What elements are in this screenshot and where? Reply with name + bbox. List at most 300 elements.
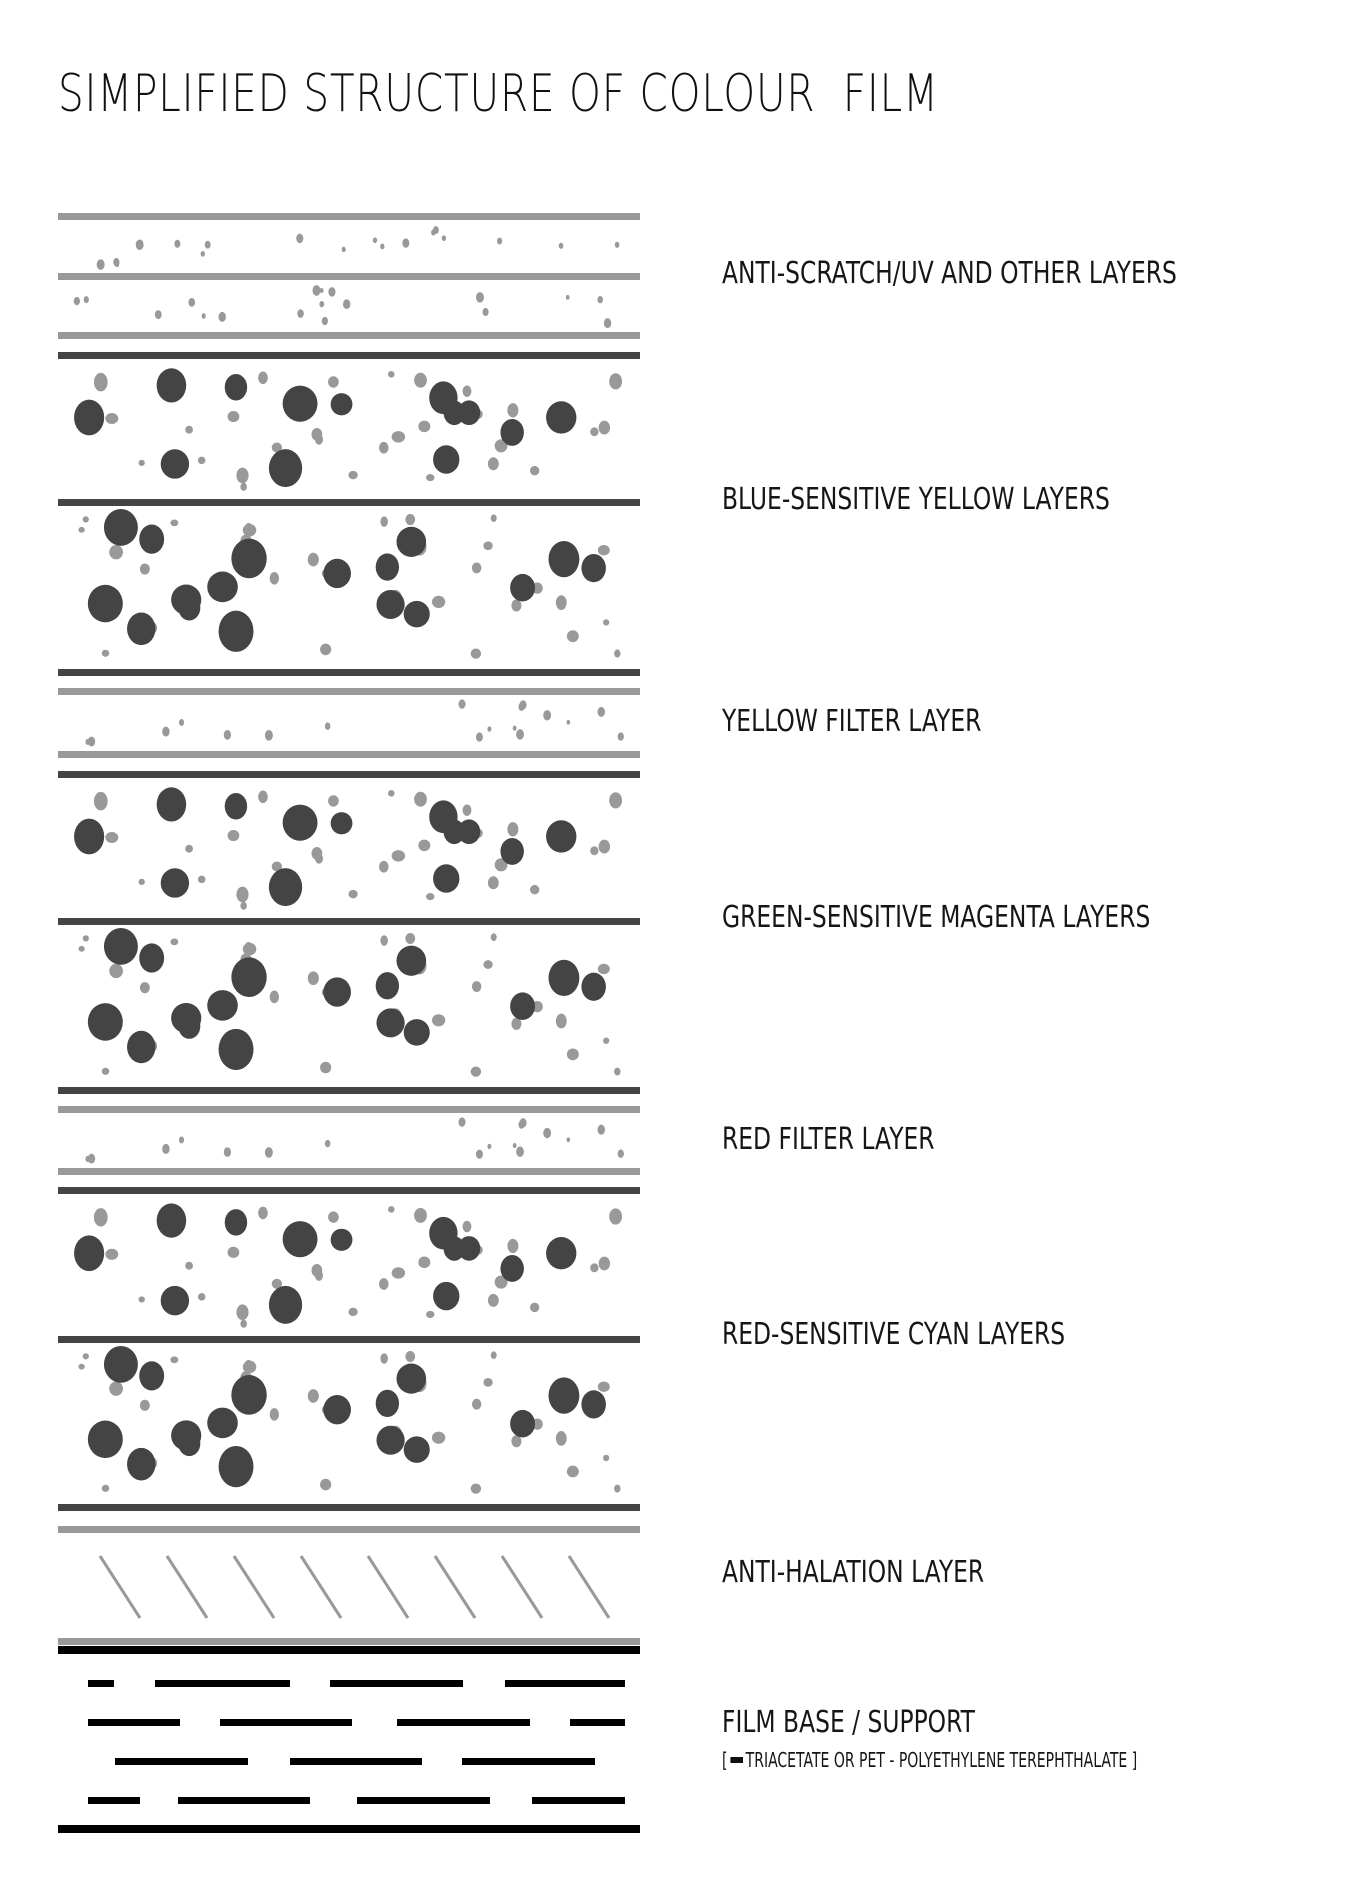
page-title: SIMPLIFIED STRUCTURE OF COLOUR FILM bbox=[58, 64, 939, 124]
halation-stroke bbox=[368, 1556, 408, 1618]
gray-grain bbox=[140, 1400, 150, 1411]
base-dash bbox=[570, 1719, 625, 1726]
silver-halide-crystal bbox=[161, 868, 189, 897]
speckle bbox=[380, 244, 384, 250]
gray-grain bbox=[472, 562, 481, 573]
speckle bbox=[459, 1117, 466, 1126]
layer-boundary-line bbox=[58, 273, 640, 280]
speckle bbox=[476, 732, 483, 741]
silver-halide-crystal bbox=[549, 960, 580, 996]
gray-grain bbox=[567, 1048, 579, 1060]
layer-boundary-line bbox=[58, 1168, 640, 1175]
silver-halide-crystal bbox=[104, 509, 138, 546]
gray-grain bbox=[609, 792, 622, 808]
gray-grain bbox=[328, 376, 339, 387]
gray-grain bbox=[380, 1353, 388, 1364]
gray-grain bbox=[308, 1389, 319, 1403]
gray-grain bbox=[590, 427, 598, 436]
silver-halide-crystal bbox=[283, 1221, 318, 1257]
gray-grain bbox=[258, 791, 268, 804]
gray-grain bbox=[198, 457, 206, 465]
gray-grain bbox=[432, 596, 445, 608]
gray-grain bbox=[488, 1294, 499, 1307]
gray-grain bbox=[380, 935, 388, 946]
gray-grain bbox=[530, 1303, 539, 1313]
layer-boundary-line bbox=[58, 332, 640, 339]
silver-halide-crystal bbox=[283, 805, 318, 841]
base-dash bbox=[357, 1797, 490, 1804]
gray-grain bbox=[507, 1239, 518, 1253]
gray-grain bbox=[507, 403, 518, 417]
speckle bbox=[559, 243, 564, 249]
gray-grain bbox=[105, 1249, 118, 1260]
speckle bbox=[97, 259, 105, 270]
speckle bbox=[516, 1146, 524, 1156]
label-red-filter: RED FILTER LAYER bbox=[722, 1122, 935, 1157]
silver-halide-crystal bbox=[331, 812, 353, 834]
silver-halide-crystal bbox=[207, 572, 238, 603]
speckle bbox=[265, 1147, 273, 1158]
gray-grain bbox=[140, 982, 150, 993]
layer-boundary-line bbox=[58, 1336, 640, 1343]
gray-grain bbox=[405, 933, 415, 944]
speckle bbox=[476, 292, 484, 303]
silver-halide-crystal bbox=[269, 1286, 302, 1324]
speckle bbox=[520, 700, 527, 709]
gray-grain bbox=[308, 971, 319, 985]
silver-halide-crystal bbox=[404, 1436, 430, 1463]
dash-icon bbox=[730, 1757, 743, 1763]
silver-halide-crystal bbox=[429, 800, 457, 833]
speckle bbox=[174, 240, 180, 248]
silver-halide-crystal bbox=[396, 946, 426, 976]
speckle bbox=[343, 299, 350, 309]
silver-halide-crystal bbox=[581, 973, 606, 1001]
gray-grain bbox=[405, 1351, 415, 1362]
gray-grain bbox=[348, 1308, 357, 1316]
gray-grain bbox=[379, 861, 389, 873]
silver-halide-crystal bbox=[376, 972, 399, 999]
speckle bbox=[618, 732, 624, 740]
speckle bbox=[431, 229, 436, 235]
silver-halide-crystal bbox=[500, 419, 523, 446]
speckle bbox=[322, 317, 328, 325]
silver-halide-crystal bbox=[225, 374, 247, 401]
gray-grain bbox=[530, 466, 539, 476]
silver-halide-crystal bbox=[231, 539, 266, 579]
gray-grain bbox=[388, 371, 395, 378]
layer-boundary-line bbox=[58, 499, 640, 506]
silver-halide-crystal bbox=[88, 1421, 123, 1459]
gray-grain bbox=[379, 1278, 389, 1290]
silver-halide-crystal bbox=[225, 1209, 247, 1236]
gray-grain bbox=[590, 1263, 598, 1272]
halation-stroke bbox=[569, 1556, 609, 1618]
silver-halide-crystal bbox=[104, 928, 138, 965]
silver-halide-crystal bbox=[323, 559, 351, 588]
gray-grain bbox=[603, 1455, 609, 1461]
gray-grain bbox=[463, 804, 472, 815]
gray-grain bbox=[507, 822, 518, 836]
label-yellow-filter: YELLOW FILTER LAYER bbox=[722, 704, 982, 739]
gray-grain bbox=[78, 527, 84, 533]
gray-grain bbox=[598, 545, 610, 555]
gray-grain bbox=[488, 457, 499, 470]
silver-halide-crystal bbox=[225, 793, 247, 820]
speckle bbox=[520, 1118, 527, 1127]
speckle bbox=[219, 312, 226, 322]
silver-halide-crystal bbox=[546, 401, 576, 433]
base-dash bbox=[462, 1758, 595, 1765]
halation-stroke bbox=[167, 1556, 207, 1618]
base-dash bbox=[505, 1680, 625, 1687]
speckle bbox=[566, 720, 570, 725]
gray-grain bbox=[483, 1378, 492, 1387]
halation-stroke bbox=[234, 1556, 274, 1618]
gray-grain bbox=[139, 460, 145, 466]
base-dash bbox=[290, 1758, 422, 1765]
silver-halide-crystal bbox=[139, 524, 164, 553]
gray-grain bbox=[109, 1381, 123, 1395]
silver-halide-crystal bbox=[127, 613, 155, 646]
silver-halide-crystal bbox=[581, 1390, 606, 1418]
speckle bbox=[84, 296, 89, 303]
gray-grain bbox=[388, 1206, 395, 1213]
gray-grain bbox=[83, 935, 89, 941]
gray-grain bbox=[328, 1211, 339, 1222]
gray-grain bbox=[418, 1257, 430, 1269]
gray-grain bbox=[320, 1479, 331, 1491]
gray-grain bbox=[432, 1014, 445, 1026]
base-dash bbox=[88, 1797, 140, 1804]
speckle bbox=[265, 730, 273, 741]
speckle bbox=[598, 1125, 605, 1135]
gray-grain bbox=[471, 1066, 482, 1076]
silver-halide-crystal bbox=[219, 1446, 254, 1487]
gray-grain bbox=[614, 1068, 620, 1076]
gray-grain bbox=[102, 650, 110, 657]
gray-grain bbox=[236, 887, 248, 903]
gray-grain bbox=[245, 523, 252, 531]
gray-grain bbox=[598, 1382, 610, 1392]
silver-halide-crystal bbox=[104, 1346, 138, 1383]
gray-grain bbox=[170, 938, 178, 945]
speckle bbox=[597, 296, 603, 303]
layer-boundary-line bbox=[58, 1504, 640, 1511]
silver-halide-crystal bbox=[127, 1031, 155, 1064]
gray-grain bbox=[426, 893, 434, 900]
gray-grain bbox=[78, 1364, 84, 1370]
silver-halide-crystal bbox=[74, 819, 104, 855]
silver-halide-crystal bbox=[376, 553, 399, 580]
layer-boundary-line bbox=[58, 1087, 640, 1094]
gray-grain bbox=[258, 372, 268, 385]
silver-halide-crystal bbox=[323, 977, 351, 1006]
speckle bbox=[224, 1147, 231, 1157]
gray-grain bbox=[102, 1485, 110, 1492]
gray-grain bbox=[609, 1208, 622, 1224]
gray-grain bbox=[414, 373, 427, 388]
layer-boundary-line bbox=[58, 918, 640, 925]
silver-halide-crystal bbox=[510, 574, 535, 602]
speckle bbox=[85, 739, 90, 745]
gray-grain bbox=[388, 790, 395, 797]
gray-grain bbox=[609, 373, 622, 389]
speckle bbox=[85, 1156, 90, 1162]
gray-grain bbox=[432, 1432, 445, 1444]
speckle bbox=[483, 308, 489, 316]
speckle bbox=[205, 241, 211, 249]
speckle bbox=[319, 301, 324, 307]
speckle bbox=[297, 309, 304, 318]
halation-stroke bbox=[435, 1556, 475, 1618]
gray-grain bbox=[488, 876, 499, 889]
gray-grain bbox=[491, 514, 497, 522]
base-dash bbox=[220, 1719, 352, 1726]
gray-grain bbox=[312, 428, 323, 441]
gray-grain bbox=[392, 850, 405, 861]
gray-grain bbox=[228, 830, 240, 841]
speckle bbox=[476, 1150, 483, 1159]
speckle bbox=[618, 1150, 624, 1158]
speckle bbox=[513, 726, 517, 731]
gray-grain bbox=[530, 885, 539, 895]
speckle bbox=[342, 247, 346, 252]
silver-halide-crystal bbox=[323, 1395, 351, 1424]
silver-halide-crystal bbox=[376, 1008, 404, 1037]
layer-boundary-line bbox=[58, 1106, 640, 1113]
speckle bbox=[442, 235, 446, 241]
gray-grain bbox=[556, 1431, 567, 1446]
gray-grain bbox=[170, 1356, 178, 1363]
label-blue-sensitive: BLUE-SENSITIVE YELLOW LAYERS bbox=[722, 482, 1110, 517]
gray-grain bbox=[308, 553, 319, 567]
gray-grain bbox=[270, 1408, 279, 1421]
silver-halide-crystal bbox=[396, 527, 426, 557]
base-dash bbox=[397, 1719, 530, 1726]
gray-grain bbox=[312, 1264, 323, 1277]
speckle bbox=[201, 251, 205, 257]
speckle bbox=[604, 318, 611, 328]
speckle bbox=[328, 287, 335, 297]
gray-grain bbox=[94, 792, 108, 811]
silver-halide-crystal bbox=[207, 990, 238, 1021]
gray-grain bbox=[94, 1208, 108, 1227]
speckle bbox=[325, 1140, 331, 1147]
bracket-open: [ bbox=[722, 1748, 728, 1772]
halation-stroke bbox=[502, 1556, 542, 1618]
gray-grain bbox=[228, 1247, 240, 1258]
layer-boundary-line bbox=[58, 669, 640, 676]
gray-grain bbox=[379, 442, 389, 454]
silver-halide-crystal bbox=[581, 554, 606, 582]
gray-grain bbox=[426, 1311, 434, 1318]
gray-grain bbox=[567, 630, 579, 642]
gray-grain bbox=[590, 846, 598, 855]
gray-grain bbox=[94, 373, 108, 392]
speckle bbox=[296, 234, 303, 243]
gray-grain bbox=[491, 933, 497, 941]
gray-grain bbox=[472, 1399, 481, 1410]
film-base-note-text: TRIACETATE OR PET - POLYETHYLENE TEREPHTHALATE ] bbox=[745, 1748, 1138, 1772]
base-dash bbox=[115, 1758, 248, 1765]
gray-grain bbox=[471, 648, 482, 658]
gray-grain bbox=[418, 840, 430, 852]
gray-grain bbox=[414, 792, 427, 807]
speckle bbox=[224, 730, 231, 740]
gray-grain bbox=[603, 619, 609, 625]
halation-stroke bbox=[301, 1556, 341, 1618]
silver-halide-crystal bbox=[74, 1235, 104, 1271]
layer-boundary-line bbox=[58, 1526, 640, 1533]
speckle bbox=[497, 238, 502, 245]
speckle bbox=[162, 1144, 169, 1154]
base-dash bbox=[178, 1797, 310, 1804]
base-dash bbox=[88, 1680, 114, 1687]
silver-halide-crystal bbox=[157, 1203, 187, 1237]
gray-grain bbox=[380, 516, 388, 527]
speckle bbox=[566, 295, 570, 300]
gray-grain bbox=[320, 1062, 331, 1074]
gray-grain bbox=[185, 1262, 193, 1270]
gray-grain bbox=[556, 595, 567, 610]
gray-grain bbox=[170, 519, 178, 526]
gray-grain bbox=[599, 1257, 610, 1271]
gray-grain bbox=[312, 847, 323, 860]
silver-halide-crystal bbox=[139, 1361, 164, 1390]
silver-halide-crystal bbox=[376, 590, 404, 619]
silver-halide-crystal bbox=[283, 386, 318, 422]
gray-grain bbox=[228, 411, 240, 422]
speckle bbox=[513, 1143, 517, 1148]
silver-halide-crystal bbox=[500, 1255, 523, 1282]
gray-grain bbox=[83, 1353, 89, 1359]
gray-grain bbox=[270, 572, 279, 585]
silver-halide-crystal bbox=[546, 1237, 576, 1269]
speckle bbox=[74, 297, 80, 305]
gray-grain bbox=[483, 541, 492, 550]
layer-boundary-line bbox=[58, 213, 640, 220]
speckle bbox=[188, 298, 195, 307]
gray-grain bbox=[236, 1304, 248, 1320]
gray-grain bbox=[109, 545, 123, 559]
silver-halide-crystal bbox=[139, 943, 164, 972]
gray-grain bbox=[556, 1014, 567, 1029]
speckle bbox=[325, 722, 331, 729]
silver-halide-crystal bbox=[429, 1217, 457, 1250]
silver-halide-crystal bbox=[231, 1375, 266, 1415]
gray-grain bbox=[328, 795, 339, 806]
silver-halide-crystal bbox=[331, 1229, 353, 1251]
speckle bbox=[312, 285, 320, 296]
silver-halide-crystal bbox=[331, 393, 353, 415]
silver-halide-crystal bbox=[219, 611, 254, 652]
halation-stroke bbox=[100, 1556, 140, 1618]
gray-grain bbox=[599, 840, 610, 854]
gray-grain bbox=[414, 1208, 427, 1223]
label-green-sensitive: GREEN-SENSITIVE MAGENTA LAYERS bbox=[722, 900, 1151, 935]
silver-halide-crystal bbox=[74, 400, 104, 436]
silver-halide-crystal bbox=[549, 1377, 580, 1413]
base-dash bbox=[155, 1680, 290, 1687]
gray-grain bbox=[198, 1293, 206, 1301]
silver-halide-crystal bbox=[396, 1364, 426, 1394]
speckle bbox=[202, 313, 206, 319]
silver-halide-crystal bbox=[161, 449, 189, 478]
gray-grain bbox=[426, 474, 434, 481]
base-dash bbox=[88, 1719, 180, 1726]
gray-grain bbox=[245, 942, 252, 950]
gray-grain bbox=[599, 421, 610, 435]
speckle bbox=[179, 1137, 184, 1144]
label-anti-halation: ANTI-HALATION LAYER bbox=[722, 1555, 985, 1590]
gray-grain bbox=[392, 431, 405, 442]
layer-boundary-line bbox=[58, 1638, 640, 1645]
silver-halide-crystal bbox=[376, 1390, 399, 1417]
silver-halide-crystal bbox=[500, 838, 523, 865]
silver-halide-crystal bbox=[88, 585, 123, 623]
silver-halide-crystal bbox=[376, 1426, 404, 1455]
gray-grain bbox=[392, 1267, 405, 1278]
silver-halide-crystal bbox=[404, 601, 430, 628]
gray-grain bbox=[139, 1296, 145, 1302]
gray-grain bbox=[185, 426, 193, 434]
gray-grain bbox=[83, 516, 89, 522]
silver-halide-crystal bbox=[269, 868, 302, 906]
gray-grain bbox=[471, 1484, 482, 1494]
layer-boundary-line bbox=[58, 688, 640, 695]
silver-halide-crystal bbox=[549, 541, 580, 577]
speckle bbox=[598, 707, 605, 717]
silver-halide-crystal bbox=[157, 787, 187, 821]
silver-halide-crystal bbox=[269, 449, 302, 487]
gray-grain bbox=[185, 845, 193, 853]
speckle bbox=[566, 1137, 570, 1142]
label-film-base: FILM BASE / SUPPORT bbox=[722, 1705, 975, 1740]
silver-halide-crystal bbox=[171, 1003, 201, 1033]
gray-grain bbox=[491, 1351, 497, 1359]
gray-grain bbox=[270, 991, 279, 1004]
layer-boundary-line bbox=[58, 1187, 640, 1194]
gray-grain bbox=[245, 1360, 252, 1368]
silver-halide-crystal bbox=[161, 1286, 189, 1315]
silver-halide-crystal bbox=[88, 1003, 123, 1041]
gray-grain bbox=[405, 514, 415, 525]
speckle bbox=[543, 710, 551, 720]
silver-halide-crystal bbox=[171, 1420, 201, 1450]
speckle bbox=[136, 240, 144, 251]
gray-grain bbox=[598, 964, 610, 974]
gray-grain bbox=[240, 483, 247, 491]
gray-grain bbox=[139, 879, 145, 885]
gray-grain bbox=[614, 1485, 620, 1493]
speckle bbox=[373, 237, 377, 243]
gray-grain bbox=[140, 564, 150, 575]
silver-halide-crystal bbox=[207, 1408, 238, 1439]
silver-halide-crystal bbox=[433, 1282, 459, 1310]
gray-grain bbox=[418, 421, 430, 433]
speckle bbox=[162, 727, 169, 737]
layer-boundary-line bbox=[58, 1646, 640, 1654]
silver-halide-crystal bbox=[219, 1029, 254, 1070]
label-anti-scratch: ANTI-SCRATCH/UV AND OTHER LAYERS bbox=[722, 256, 1177, 291]
silver-halide-crystal bbox=[157, 368, 187, 402]
gray-grain bbox=[614, 650, 620, 658]
speckle bbox=[459, 699, 466, 708]
gray-grain bbox=[511, 599, 521, 611]
silver-halide-crystal bbox=[433, 864, 459, 892]
layer-boundary-line bbox=[58, 1825, 640, 1833]
